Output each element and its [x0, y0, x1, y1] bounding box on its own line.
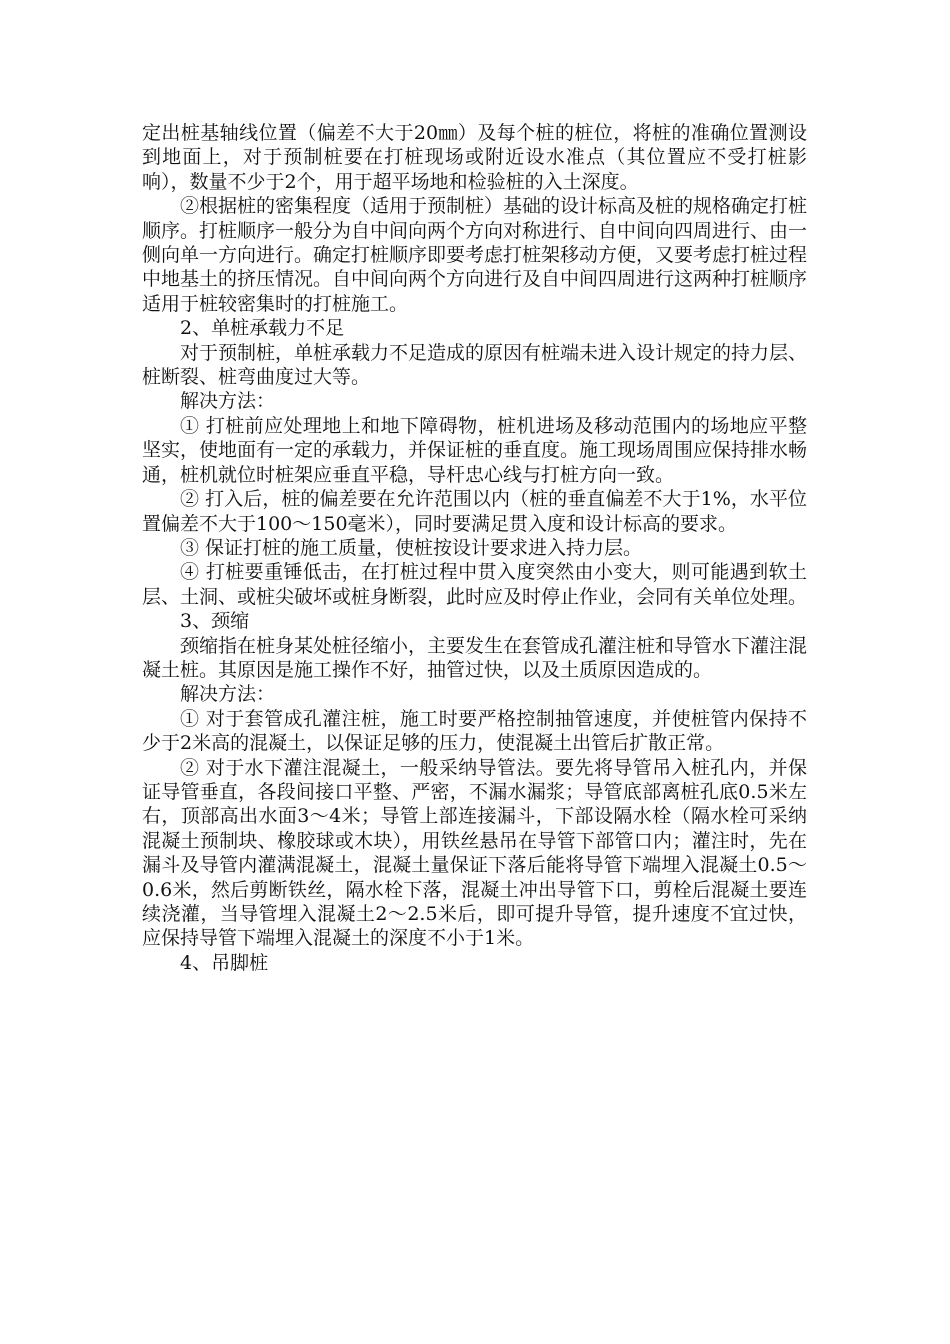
document-body: [142, 121, 807, 975]
heading-solutions-2: 解决方法：: [180, 683, 276, 706]
paragraph-solution-1-4: ④ 打桩要重锤低击，在打桩过程中贯入度突然由小变大，则可能遇到软土层、土洞、或桩尖破坏或桩身断裂，此时应及时停止作业，会同有关单位处理。: [142, 561, 808, 608]
paragraph-necking-causes: 颈缩指在桩身某处桩径缩小，主要发生在套管成孔灌注桩和导管水下灌注混凝土桩。其原因是施工操作不好，抽管过快，以及土质原因造成的。: [142, 634, 808, 681]
paragraph-solution-1-3: ③ 保证打桩的施工质量，使桩按设计要求进入持力层。: [180, 536, 643, 559]
heading-insufficient-bearing-capacity: 2、单桩承载力不足: [180, 317, 345, 340]
paragraph-pile-axis-positioning: 定出桩基轴线位置（偏差不大于20㎜）及每个桩的桩位，将桩的准确位置测设到地面上，对于预制桩要在打桩现场或附近设水准点（其位置应不受打桩影响），数量不少于2个，用于超平场地和检验桩的入土深度。: [142, 122, 807, 193]
paragraph-pile-driving-order: ②根据桩的密集程度（适用于预制桩）基础的设计标高及桩的规格确定打桩顺序。打桩顺序一般分为自中间向两个方向对称进行、自中间向四周进行、由一侧向单一方向进行。确定打桩顺序即要考虑打桩架移动方便，又要考虑打桩过程中地基土的挤压情况。自中间向两个方向进行及自中间四周进行这两种打桩顺序适用于桩较密集时的打桩施工。: [142, 195, 808, 315]
paragraph-solution-2-2: ② 对于水下灌注混凝土，一般采纳导管法。要先将导管吊入桩孔内，并保证导管垂直，各段间接口平整、严密，不漏水漏浆；导管底部离桩孔底0.5米左右，顶部高出水面3～4米；导管上部连接漏斗，下部设隔水栓（隔水栓可采纳混凝土预制块、橡胶球或木块），用铁丝悬吊在导管下部管口内；灌注时，先在漏斗及导管内灌满混凝土，混凝土量保证下落后能将导管下端埋入混凝土0.5～0.6米，然后剪断铁丝，隔水栓下落，混凝土冲出导管下口，剪栓后混凝土要连续浇灌，当导管埋入混凝土2～2.5米后，即可提升导管，提升速度不宜过快，应保持导管下端埋入混凝土的深度不小于1米。: [142, 756, 807, 950]
paragraph-bearing-capacity-causes: 对于预制桩，单桩承载力不足造成的原因有桩端未进入设计规定的持力层、桩断裂、桩弯曲度过大等。: [142, 341, 808, 389]
paragraph-solution-2-1: ① 对于套管成孔灌注桩，施工时要严格控制抽管速度，并使桩管内保持不少于2米高的混凝土，以保证足够的压力，使混凝土出管后扩散正常。: [142, 707, 807, 755]
paragraph-solution-1-1: ① 打桩前应处理地上和地下障碍物，桩机进场及移动范围内的场地应平整坚实，使地面有一定的承载力，并保证桩的垂直度。施工现场周围应保持排水畅通，桩机就位时桩架应垂直平稳，导杆忠心线与打桩方向一致。: [142, 414, 808, 486]
heading-hanging-pile: 4、吊脚桩: [180, 951, 269, 974]
paragraph-solution-1-2: ② 打入后，桩的偏差要在允许范围以内（桩的垂直偏差不大于1%，水平位置偏差不大于100～150毫米），同时要满足贯入度和设计标高的要求。: [142, 488, 807, 535]
heading-solutions-1: 解决方法：: [180, 390, 276, 413]
heading-necking: 3、颈缩: [180, 610, 250, 633]
